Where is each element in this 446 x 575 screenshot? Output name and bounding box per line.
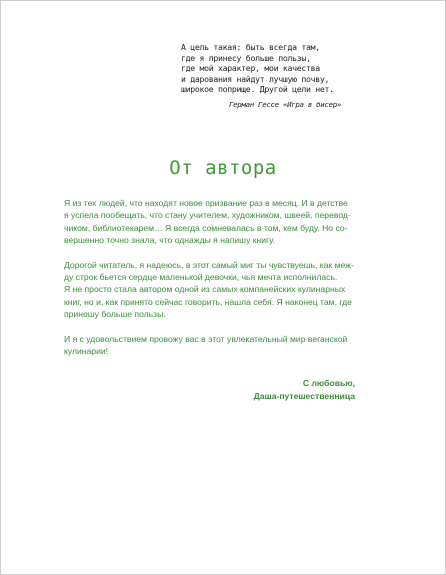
paragraph-1-line: вершенно точно знала, что однажды я напишу книгу. — [64, 235, 276, 246]
epigraph-line: широкое поприще. Другой цели нет. — [181, 84, 334, 95]
epigraph-line: и дарования найдут лучшую почву, — [181, 73, 330, 84]
paragraph-2-line: Дорогой читатель, я надеюсь, в этот самый миг ты чувствуешь, как меж- — [64, 259, 354, 270]
paragraph-2-line: Я не просто стала автором одной из самых компанейских кулинарных — [64, 284, 346, 295]
paragraph-1-line: чиком, библиотекарем… Я всегда сомневалась в том, кем буду. Но со- — [64, 222, 348, 233]
epigraph-line: где я принесу больше пользы, — [181, 52, 311, 63]
epigraph — [181, 42, 431, 111]
paragraph-3-line: И я с удовольствием провожу вас в этот увлекательный мир веганской — [64, 333, 348, 344]
paragraph-2-line: ду строк бьется сердце маленькой девочки, чья мечта исполнилась. — [64, 272, 338, 283]
signoff-signature: Даша-путешественница — [253, 390, 355, 401]
signoff-closing: С любовью, — [302, 378, 355, 388]
epigraph-attribution: Герман Гессе «Игра в бисер» — [229, 99, 342, 109]
body-text — [64, 197, 364, 357]
paragraph-gap — [64, 247, 364, 259]
paragraph-2-line: приношу больше пользы. — [64, 309, 166, 320]
signoff — [254, 377, 355, 402]
paragraph-2-line: книг, но и, как принято сейчас говорить, нашла себя. Я наконец там, где — [64, 296, 352, 307]
paragraph-1-line: я успела пообещать, что стану учителем, художником, швеей, перевод- — [64, 210, 351, 221]
epigraph-line: где мой характер, мои качества — [181, 63, 320, 74]
paragraph-gap — [64, 321, 364, 333]
page-title: От автора — [169, 157, 277, 179]
paragraph-3-line: кулинарии! — [64, 346, 109, 357]
paragraph-1-line: Я из тех людей, что находят новое призвание раз в месяц. И в детстве — [64, 198, 348, 208]
epigraph-line: А цель такая: быть всегда там, — [181, 42, 320, 52]
